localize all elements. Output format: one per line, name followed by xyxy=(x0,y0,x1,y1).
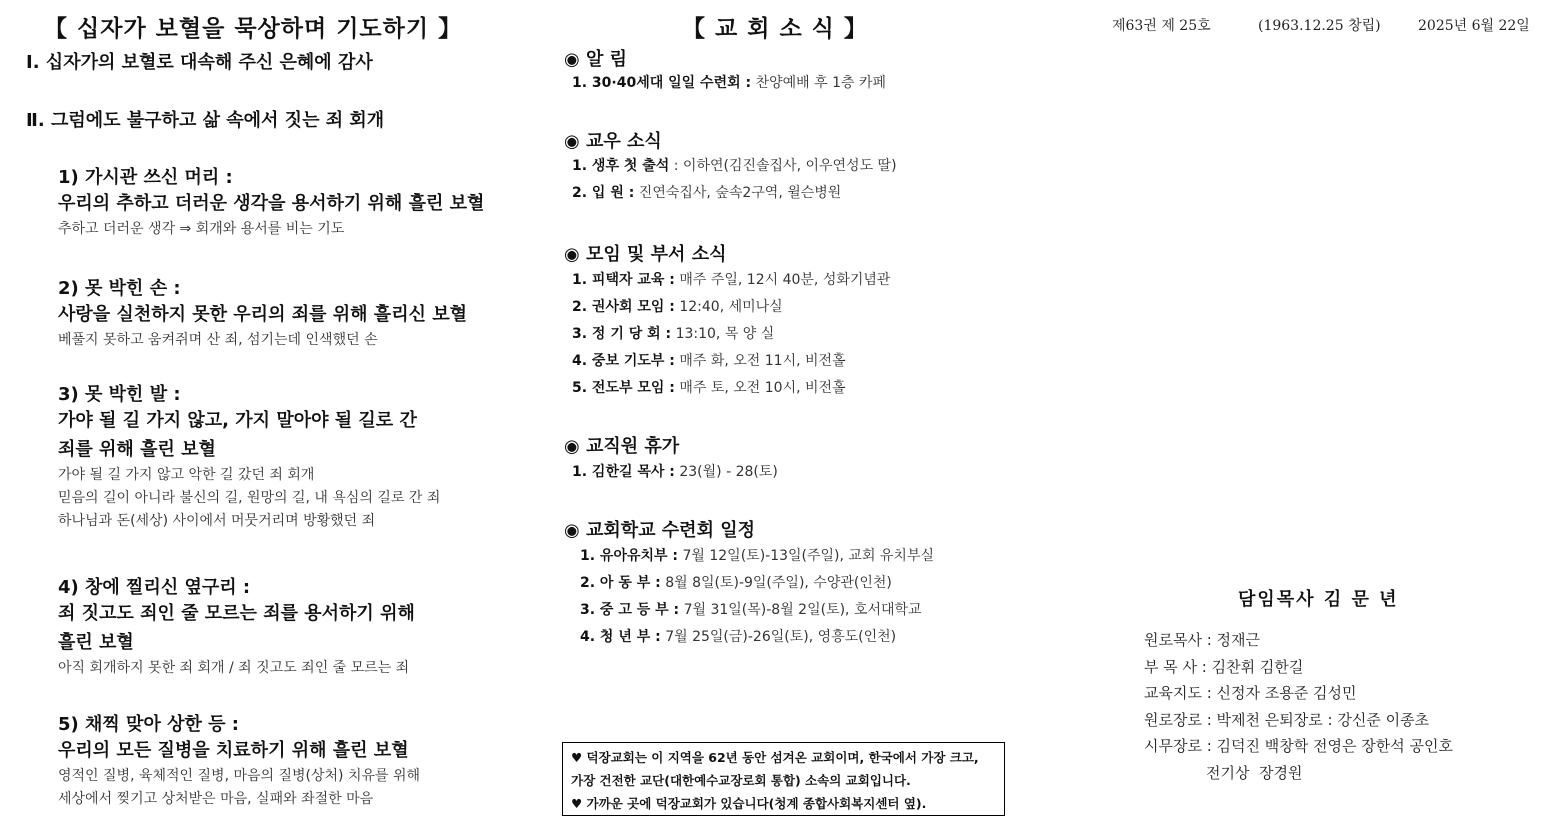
roman-heading-2: Ⅱ. 그럼에도 불구하고 삶 속에서 짓는 죄 회개 xyxy=(26,110,385,131)
senior-pastor: 담임목사 김 문 년 xyxy=(1238,589,1399,610)
item-label: 5. 전도부 모임 : xyxy=(572,380,675,396)
section-body: 사랑을 실천하지 못한 우리의 죄를 위해 흘리신 보혈 xyxy=(58,304,468,325)
staff-line: 원로장로 : 박제천 은퇴장로 : 강신준 이종초 xyxy=(1144,710,1430,729)
section-back xyxy=(58,710,420,811)
item-label: 1. 30·40세대 일일 수련회 : xyxy=(572,75,752,91)
section-heading: 2) 못 박힌 손 : xyxy=(58,278,181,299)
item-value: 매주 토, 오전 10시, 비전홀 xyxy=(679,380,846,396)
section-feet xyxy=(58,380,440,533)
section-note: 아직 회개하지 못한 죄 회개 / 죄 짓고도 죄인 줄 모르는 죄 xyxy=(58,660,410,676)
section-note: 가야 될 길 가지 않고 악한 길 갔던 죄 회개 xyxy=(58,467,315,483)
item-value: : 이하연(김진솔집사, 이우연성도 딸) xyxy=(673,158,897,174)
list-item xyxy=(580,543,934,570)
section-heading: 1) 가시관 쓰신 머리 : xyxy=(58,167,233,188)
item-label: 1. 김한길 목사 : xyxy=(572,464,675,480)
section-heading: 4) 창에 찔리신 옆구리 : xyxy=(58,577,251,598)
section-note: 영적인 질병, 육체적인 질병, 마음의 질병(상처) 치유를 위해 xyxy=(58,768,421,784)
list-item xyxy=(572,348,846,375)
list-item xyxy=(572,180,841,207)
item-value: 매주 주일, 12시 40분, 성화기념관 xyxy=(679,272,891,288)
item-value: 8월 8일(토)-9일(주일), 수양관(인천) xyxy=(665,575,892,591)
item-label: 1. 생후 첫 출석 xyxy=(572,158,670,174)
notice-line: ♥ 가까운 곳에 덕장교회가 있습니다(청계 종합사회복지센터 옆). xyxy=(571,796,927,811)
item-value: 7월 12일(토)-13일(주일), 교회 유치부실 xyxy=(682,548,935,564)
item-value: 7월 25일(금)-26일(토), 영흥도(인천) xyxy=(665,629,897,645)
list-item xyxy=(572,267,890,294)
group-heading-retreats: ◉ 교회학교 수련회 일정 xyxy=(564,520,755,541)
staff-line: 원로목사 : 정재근 xyxy=(1144,631,1261,649)
section-body: 흘린 보혈 xyxy=(58,632,134,653)
group-heading-staff-leave: ◉ 교직원 휴가 xyxy=(564,436,680,457)
volume-number: 제63권 제 25호 xyxy=(1112,18,1211,34)
item-label: 2. 아 동 부 : xyxy=(580,575,661,591)
section-note: 하나님과 돈(세상) 사이에서 머뭇거리며 방황했던 죄 xyxy=(58,513,376,529)
list-item xyxy=(572,375,846,402)
item-label: 1. 유아유치부 : xyxy=(580,548,679,564)
list-item xyxy=(572,459,778,486)
staff-line: 전기상 장경원 xyxy=(1144,763,1303,782)
section-note: 베풀지 못하고 움켜쥐며 산 죄, 섬기는데 인색했던 손 xyxy=(58,332,378,348)
bulletin-date: 2025년 6월 22일 xyxy=(1418,18,1530,34)
staff-list xyxy=(1144,627,1453,786)
item-label: 4. 청 년 부 : xyxy=(580,629,661,645)
item-value: 매주 화, 오전 11시, 비전홀 xyxy=(679,353,846,369)
staff-line: 시무장로 : 김덕진 백창학 전영은 장한석 공인호 xyxy=(1144,737,1453,755)
group-heading-announcements: ◉ 알 림 xyxy=(564,49,628,70)
staff-line: 교육지도 : 신정자 조용준 김성민 xyxy=(1144,684,1357,702)
list-item xyxy=(580,570,892,597)
section-hands xyxy=(58,274,467,352)
item-value: 진연숙집사, 숲속2구역, 윌슨병원 xyxy=(638,185,842,201)
section-head xyxy=(58,163,484,241)
item-value: 7월 31일(목)-8월 2일(토), 호서대학교 xyxy=(683,602,922,618)
notice-line: 가장 건전한 교단(대한예수교장로회 통합) 소속의 교회입니다. xyxy=(571,773,911,788)
section-body: 우리의 모든 질병을 치료하기 위해 흘린 보혈 xyxy=(58,740,409,761)
item-value: 23(월) - 28(토) xyxy=(679,464,778,480)
item-label: 3. 정 기 당 회 : xyxy=(572,326,672,342)
staff-line: 부 목 사 : 김찬휘 김한길 xyxy=(1144,657,1304,676)
roman-heading-1: Ⅰ. 십자가의 보혈로 대속해 주신 은혜에 감사 xyxy=(26,52,373,73)
section-body: 우리의 추하고 더러운 생각을 용서하기 위해 흘린 보혈 xyxy=(58,193,485,214)
section-body: 죄 짓고도 죄인 줄 모르는 죄를 용서하기 위해 xyxy=(58,603,415,624)
section-body: 죄를 위해 흘린 보혈 xyxy=(58,439,216,460)
item-label: 2. 입 원 : xyxy=(572,185,635,201)
list-item xyxy=(572,294,783,321)
item-label: 4. 중보 기도부 : xyxy=(572,353,675,369)
item-label: 2. 권사회 모임 : xyxy=(572,299,675,315)
list-item xyxy=(572,153,897,180)
list-item xyxy=(580,597,922,624)
group-heading-meetings: ◉ 모임 및 부서 소식 xyxy=(564,244,727,265)
list-item xyxy=(572,321,774,348)
church-notice-box xyxy=(562,742,1005,816)
section-note: 추하고 더러운 생각 ⇒ 회개와 용서를 비는 기도 xyxy=(58,221,345,237)
section-side xyxy=(58,573,415,680)
group-heading-members: ◉ 교우 소식 xyxy=(564,131,662,152)
item-label: 1. 피택자 교육 : xyxy=(572,272,675,288)
prayer-title: 【 십자가 보혈을 묵상하며 기도하기 】 xyxy=(44,16,463,42)
section-heading: 3) 못 박힌 발 : xyxy=(58,384,181,405)
section-heading: 5) 채찍 맞아 상한 등 : xyxy=(58,714,239,735)
section-body: 가야 될 길 가지 않고, 가지 말아야 될 길로 간 xyxy=(58,410,417,431)
news-title: 【 교 회 소 식 】 xyxy=(682,16,868,42)
item-value: 찬양예배 후 1층 카페 xyxy=(755,75,887,91)
item-value: 12:40, 세미나실 xyxy=(679,299,783,315)
section-note: 믿음의 길이 아니라 불신의 길, 원망의 길, 내 욕심의 길로 간 죄 xyxy=(58,490,441,506)
item-label: 3. 중 고 등 부 : xyxy=(580,602,680,618)
list-item xyxy=(580,624,896,651)
list-item xyxy=(572,70,886,97)
section-note: 세상에서 찢기고 상처받은 마음, 실패와 좌절한 마음 xyxy=(58,791,374,807)
item-value: 13:10, 목 양 실 xyxy=(675,326,775,342)
founded-date: (1963.12.25 창립) xyxy=(1258,18,1381,34)
notice-line: ♥ 덕장교회는 이 지역을 62년 동안 섬겨온 교회이며, 한국에서 가장 크고, xyxy=(571,750,979,765)
